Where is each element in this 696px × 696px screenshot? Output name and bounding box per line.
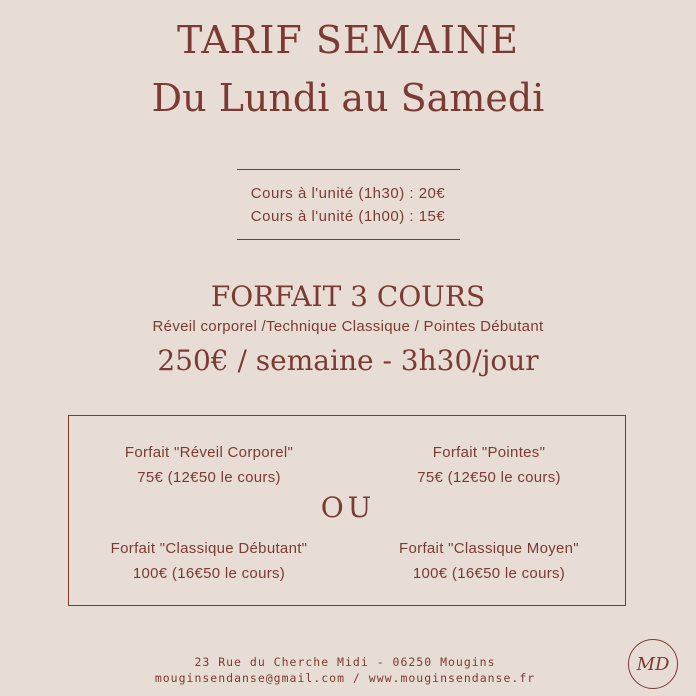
package-reveil-corporel [89,440,329,490]
package-name: Forfait "Pointes" [432,444,546,461]
forfait-3-description: Réveil corporel /Technique Classique / Pointes Débutant [152,318,544,335]
package-price: 75€ (12€50 le cours) [417,469,561,486]
package-classique-debutant [74,536,344,586]
divider-bottom [237,239,460,240]
package-name: Forfait "Classique Moyen" [399,540,579,557]
mougins-en-danse-logo-icon [628,639,678,689]
unit-price-1h00: Cours à l'unité (1h00) : 15€ [250,208,446,225]
package-name: Forfait "Réveil Corporel" [124,444,294,461]
divider-top [237,169,460,170]
page-subtitle: Du Lundi au Samedi [151,76,545,120]
forfait-3-price: 250€ / semaine - 3h30/jour [157,344,539,377]
footer-contact: mouginsendanse@gmail.com / www.mouginsendanse.fr [154,671,536,685]
or-separator: OU [320,491,376,524]
package-price: 100€ (16€50 le cours) [412,565,566,582]
unit-price-1h30: Cours à l'unité (1h30) : 20€ [250,185,446,202]
package-price: 75€ (12€50 le cours) [137,469,281,486]
packages-box [68,415,626,606]
footer-address: 23 Rue du Cherche Midi - 06250 Mougins [194,655,496,669]
package-price: 100€ (16€50 le cours) [132,565,286,582]
package-name: Forfait "Classique Débutant" [110,540,308,557]
package-classique-moyen [359,536,619,586]
logo-monogram: MD [636,653,670,675]
package-pointes [369,440,609,490]
page-title: TARIF SEMAINE [177,18,519,62]
forfait-3-title: FORFAIT 3 COURS [210,280,486,313]
